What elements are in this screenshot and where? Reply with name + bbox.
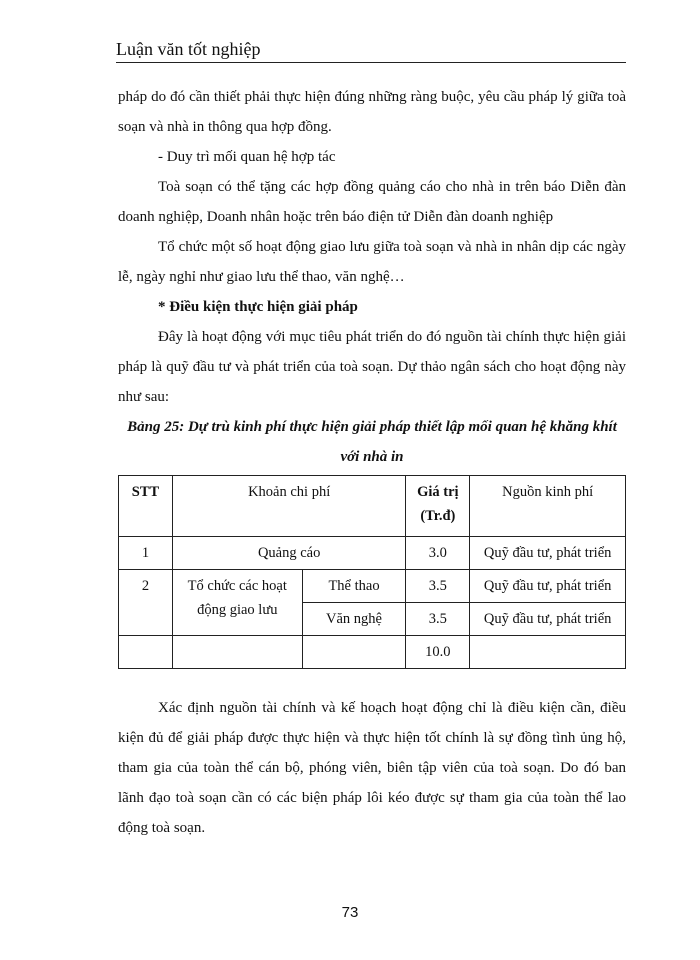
cell-stt: 2: [119, 570, 173, 636]
cell-item: Văn nghệ: [302, 603, 406, 636]
cell-empty: [172, 636, 302, 669]
section-heading: * Điều kiện thực hiện giải pháp: [158, 299, 358, 315]
cell-value: 3.5: [406, 570, 470, 603]
bullet-heading: - Duy trì mối quan hệ hợp tác: [158, 149, 336, 165]
table-row: [119, 537, 626, 570]
cell-source: Quỹ đầu tư, phát triển: [470, 603, 626, 636]
cell-empty: [119, 636, 173, 669]
cell-value: 3.5: [406, 603, 470, 636]
table-row: [119, 570, 626, 603]
cell-total-value: 10.0: [406, 636, 470, 669]
cell-empty: [470, 636, 626, 669]
table-header-row: [119, 476, 626, 537]
paragraph: Xác định nguồn tài chính và kế hoạch hoạt động chỉ là điều kiện cần, điều kiện đủ để giải pháp được thực hiện và thực hiện tốt chính là sự đồng tình ủng hộ, tham gia của toàn thể cán bộ, phóng viên, biên tập viên của toà soạn. Do đó ban lãnh đạo toà soạn cần có các biện pháp lôi kéo được sự tham gia của toàn thể lao động toà soạn.: [118, 700, 626, 836]
document-body: [118, 82, 626, 843]
header-value: Giá trị (Tr.đ): [406, 476, 470, 537]
header-source: Nguồn kinh phí: [470, 476, 626, 537]
page-header: Luận văn tốt nghiệp: [116, 38, 626, 63]
cell-source: Quỹ đầu tư, phát triển: [470, 537, 626, 570]
cell-group: Tổ chức các hoạt động giao lưu: [172, 570, 302, 636]
budget-table: [118, 475, 626, 669]
cell-item: Quảng cáo: [172, 537, 405, 570]
header-stt: STT: [119, 476, 173, 537]
header-item: Khoản chi phí: [172, 476, 405, 537]
cell-empty: [302, 636, 406, 669]
table-caption: Bảng 25: Dự trù kinh phí thực hiện giải pháp thiết lập mối quan hệ khăng khít với nhà in: [127, 419, 617, 465]
paragraph: Toà soạn có thể tặng các hợp đồng quảng cáo cho nhà in trên báo Diễn đàn doanh nghiệp, Doanh nhân hoặc trên báo điện tử Diễn đàn doanh nghiệp: [118, 179, 626, 225]
cell-value: 3.0: [406, 537, 470, 570]
cell-stt: 1: [119, 537, 173, 570]
paragraph: pháp do đó cần thiết phải thực hiện đúng những ràng buộc, yêu cầu pháp lý giữa toà soạn và nhà in thông qua hợp đồng.: [118, 89, 626, 135]
cell-source: Quỹ đầu tư, phát triển: [470, 570, 626, 603]
paragraph: Đây là hoạt động với mục tiêu phát triển do đó nguồn tài chính thực hiện giải pháp là quỹ đầu tư và phát triển của toà soạn. Dự thảo ngân sách cho hoạt động này như sau:: [118, 329, 626, 405]
paragraph: Tổ chức một số hoạt động giao lưu giữa toà soạn và nhà in nhân dịp các ngày lễ, ngày nghỉ như giao lưu thể thao, văn nghệ…: [118, 239, 626, 285]
table-total-row: [119, 636, 626, 669]
cell-item: Thể thao: [302, 570, 406, 603]
page-number: 73: [341, 904, 359, 921]
